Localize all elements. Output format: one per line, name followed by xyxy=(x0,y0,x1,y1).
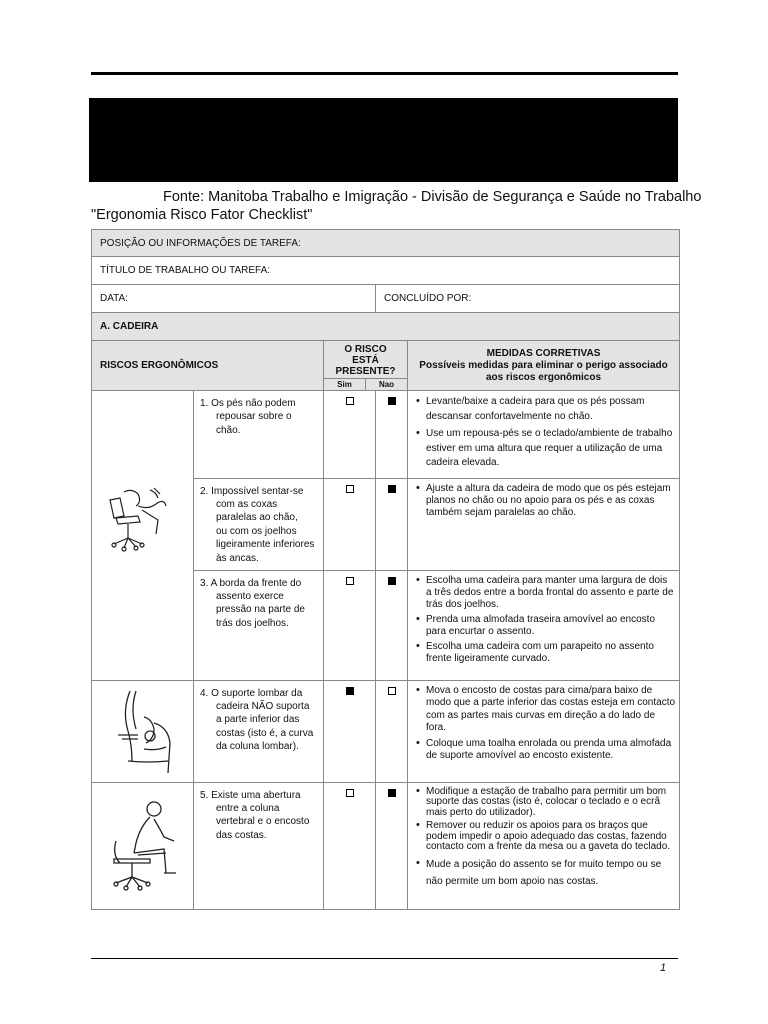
risk-2-measures xyxy=(408,478,680,570)
checkbox-filled-icon[interactable] xyxy=(346,687,354,695)
risk-2-no[interactable] xyxy=(376,478,408,570)
checkbox-filled-icon[interactable] xyxy=(388,485,396,493)
checkbox-icon[interactable] xyxy=(346,577,354,585)
list-item: • Modifique a estação de trabalho para permitir um bom suporte das costas (isto é, colocar o teclado e o ecrã mais perto do utilizador). xyxy=(414,787,675,819)
risk-1-text: 1. Os pés não podem repousar sobre o chão. xyxy=(200,398,296,436)
risk-3-no[interactable] xyxy=(376,570,408,680)
risk-5-measures xyxy=(408,782,680,909)
checkbox-icon[interactable] xyxy=(346,397,354,405)
risk-4-yes[interactable] xyxy=(324,680,376,782)
checkbox-filled-icon[interactable] xyxy=(388,397,396,405)
list-item: • Escolha uma cadeira para manter uma largura de dois a três dedos entre a borda frontal do assento e parte de trás dos joelhos. xyxy=(414,575,675,611)
concluded-by-field[interactable]: CONCLUÍDO POR: xyxy=(376,285,680,313)
risk-2-yes[interactable] xyxy=(324,478,376,570)
source-line-2: "Ergonomia Risco Fator Checklist" xyxy=(91,207,313,223)
checklist-table xyxy=(91,229,680,910)
section-title: A. CADEIRA xyxy=(92,313,680,341)
list-item: • Mova o encosto de costas para cima/para baixo de modo que a parte inferior das costas esteja em contacto com as partes mais curvas em direção a do lado de fora. xyxy=(414,685,675,735)
risk-1-description xyxy=(194,391,324,479)
risk-2-description: 2. Impossível sentar-se com as coxas paralelas ao chão, ou com os joelhos ligeiramente inferiores às ancas. xyxy=(194,478,324,570)
lumbar-support-icon xyxy=(114,687,174,773)
chair-sketch-icon xyxy=(98,486,170,554)
risk-4-no[interactable] xyxy=(376,680,408,782)
list-item: • Ajuste a altura da cadeira de modo que os pés estejam planos no chão ou no apoio para os pés e as coxas também sejam paralelas ao chão. xyxy=(414,483,675,519)
list-item: • Remover ou reduzir os apoios para os braços que podem impedir o apoio adequado das costas, fazendo contacto com a frente da mesa ou a gaveta do teclado. xyxy=(414,821,675,853)
header-measures xyxy=(408,341,680,391)
page-number: 1 xyxy=(660,962,667,974)
date-field[interactable]: DATA: xyxy=(92,285,376,313)
source-note xyxy=(91,188,702,224)
source-line-1: Fonte: Manitoba Trabalho e Imigração - Divisão de Segurança e Saúde no Trabalho xyxy=(163,189,702,205)
header-present-line3: PRESENTE? xyxy=(335,365,396,377)
list-item: • Levante/baixe a cadeira para que os pés possam descansar confortavelmente no chão. xyxy=(414,395,675,424)
header-present-line2: ESTÁ xyxy=(352,354,379,366)
list-item: • Coloque uma toalha enrolada ou prenda uma almofada de suporte amovível ao encosto existente. xyxy=(414,738,675,763)
checkbox-filled-icon[interactable] xyxy=(388,577,396,585)
lumbar-illustration-cell xyxy=(92,680,194,782)
risk-3-yes[interactable] xyxy=(324,570,376,680)
risk-1-measures xyxy=(408,391,680,479)
list-item: • Mude a posição do assento se for muito tempo ou se não permite um bom apoio nas costas. xyxy=(414,856,675,890)
checkbox-filled-icon[interactable] xyxy=(388,789,396,797)
table-row xyxy=(92,680,680,782)
list-item: • Use um repousa-pés se o teclado/ambiente de trabalho estiver em uma altura que requer a utilização de uma cadeira elevada. xyxy=(414,427,675,471)
header-no: Nao xyxy=(378,379,395,389)
header-risks: RISCOS ERGONÔMICOS xyxy=(92,341,324,391)
table-row xyxy=(92,391,680,479)
risk-5-no[interactable] xyxy=(376,782,408,909)
table-row xyxy=(92,782,680,909)
checkbox-icon[interactable] xyxy=(346,485,354,493)
position-field[interactable]: POSIÇÃO OU INFORMAÇÕES DE TAREFA: xyxy=(92,230,680,257)
risk-5-description: 5. Existe uma abertura entre a coluna vertebral e o encosto das costas. xyxy=(194,782,324,909)
risk-3-measures xyxy=(408,570,680,680)
checkbox-icon[interactable] xyxy=(388,687,396,695)
risk-4-measures xyxy=(408,680,680,782)
risk-4-description: 4. O suporte lombar da cadeira NÃO suporta a parte inferior das costas (isto é, a curva da coluna lombar). xyxy=(194,680,324,782)
risk-1-no[interactable] xyxy=(376,391,408,479)
header-present-line1: O RISCO xyxy=(344,343,387,355)
risk-1-yes[interactable] xyxy=(324,391,376,479)
seated-person-icon xyxy=(102,797,184,897)
risk-5-yes[interactable] xyxy=(324,782,376,909)
header-measures-sub2: aos riscos ergonômicos xyxy=(486,371,602,383)
header-banner xyxy=(89,98,678,182)
header-present xyxy=(324,341,408,391)
header-yes: Sim xyxy=(324,379,366,390)
posture-illustration-cell xyxy=(92,782,194,909)
risk-3-description: 3. A borda da frente do assento exerce pressão na parte de trás dos joelhos. xyxy=(194,570,324,680)
header-yes-no xyxy=(324,378,407,390)
list-item: • Escolha uma cadeira com um parapeito no assento frente ligeiramente curvado. xyxy=(414,641,675,665)
chair-illustration-cell-1 xyxy=(92,391,194,681)
header-measures-sub1: Possíveis medidas para eliminar o perigo associado xyxy=(419,359,668,371)
job-title-field[interactable]: TÍTULO DE TRABALHO OU TAREFA: xyxy=(92,257,680,285)
footer-rule xyxy=(91,958,678,959)
checkbox-icon[interactable] xyxy=(346,789,354,797)
top-rule xyxy=(91,72,678,75)
list-item: • Prenda uma almofada traseira amovível ao encosto para encurtar o assento. xyxy=(414,614,675,638)
header-measures-title: MEDIDAS CORRETIVAS xyxy=(486,347,601,359)
